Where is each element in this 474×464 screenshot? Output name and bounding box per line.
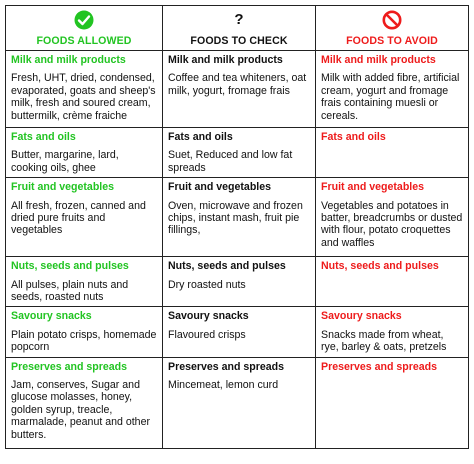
header-avoid-label: FOODS TO AVOID [346, 35, 438, 47]
items-text: All pulses, plain nuts and seeds, roasted nuts [11, 278, 129, 304]
check-circle-icon [74, 10, 94, 30]
category-label: Preserves and spreads [168, 360, 285, 373]
header-check [163, 6, 316, 51]
header-avoid [316, 6, 469, 51]
header-check-label: FOODS TO CHECK [190, 35, 288, 47]
category-label: Nuts, seeds and pulses [11, 260, 129, 273]
table-row [6, 178, 469, 257]
avoid-cell [316, 178, 469, 257]
items-text: Snacks made from wheat, rye, barley & oats, pretzels [321, 328, 447, 354]
category-label: Nuts, seeds and pulses [321, 260, 439, 273]
check-cell [163, 178, 316, 257]
avoid-cell [316, 257, 469, 307]
items-text: Plain potato crisps, homemade popcorn [11, 328, 157, 354]
check-cell [163, 51, 316, 128]
avoid-cell [316, 128, 469, 178]
items-text: Suet, Reduced and low fat spreads [168, 149, 293, 174]
category-label: Fats and oils [168, 131, 233, 143]
category-label: Milk and milk products [168, 54, 283, 66]
table-row [6, 257, 469, 307]
items-text: Coffee and tea whiteners, oat milk, yogurt, fromage frais [168, 72, 307, 97]
allowed-cell [6, 128, 163, 178]
items-text: Jam, conserves, Sugar and glucose molasses, honey, golden syrup, treacle, marmalade, peanut and other butters. [11, 379, 150, 441]
question-mark-icon: ? [234, 11, 244, 28]
items-text: Fresh, UHT, dried, condensed, evaporated, goats and sheep's milk, fresh and soured cream, buttermilk, crème fraiche [11, 72, 156, 122]
table-row [6, 357, 469, 448]
allowed-cell [6, 257, 163, 307]
header-allowed [6, 6, 163, 51]
category-label: Savoury snacks [321, 310, 402, 323]
allowed-cell [6, 51, 163, 128]
allowed-cell [6, 178, 163, 257]
avoid-cell [316, 51, 469, 128]
category-label: Preserves and spreads [11, 360, 128, 373]
table-row [6, 51, 469, 128]
items-text: Mincemeat, lemon curd [168, 379, 279, 392]
category-label: Fruit and vegetables [168, 181, 272, 194]
category-label: Fats and oils [321, 131, 386, 143]
prohibited-icon [382, 10, 402, 30]
check-cell [163, 257, 316, 307]
category-label: Fruit and vegetables [11, 181, 115, 194]
foods-table [5, 5, 469, 449]
check-cell [163, 307, 316, 357]
category-label: Fats and oils [11, 131, 76, 143]
allowed-cell [6, 357, 163, 448]
avoid-cell [316, 307, 469, 357]
header-allowed-label: FOODS ALLOWED [36, 35, 132, 47]
table-row [6, 128, 469, 178]
items-text: Milk with added fibre, artificial cream, yogurt and fromage frais containing muesli or cereals. [321, 72, 460, 122]
category-label: Milk and milk products [11, 54, 126, 66]
category-label: Preserves and spreads [321, 360, 438, 373]
category-label: Savoury snacks [11, 310, 92, 323]
items-text: Butter, margarine, lard, cooking oils, ghee [11, 149, 119, 174]
avoid-cell [316, 357, 469, 448]
check-cell [163, 357, 316, 448]
items-text: All fresh, frozen, canned and dried pure fruits and vegetables [11, 199, 146, 237]
items-text: Vegetables and potatoes in batter, breadcrumbs or dusted with flour, potato croquettes and waffles [321, 199, 463, 249]
items-text: Dry roasted nuts [168, 278, 246, 291]
table-row [6, 307, 469, 357]
category-label: Milk and milk products [321, 54, 436, 66]
header-row [6, 6, 469, 51]
category-label: Fruit and vegetables [321, 181, 425, 194]
allowed-cell [6, 307, 163, 357]
category-label: Nuts, seeds and pulses [168, 260, 286, 273]
category-label: Savoury snacks [168, 310, 249, 323]
items-text: Flavoured crisps [168, 328, 246, 341]
check-cell [163, 128, 316, 178]
items-text: Oven, microwave and frozen chips, instant mash, fruit pie fillings, [168, 199, 303, 237]
